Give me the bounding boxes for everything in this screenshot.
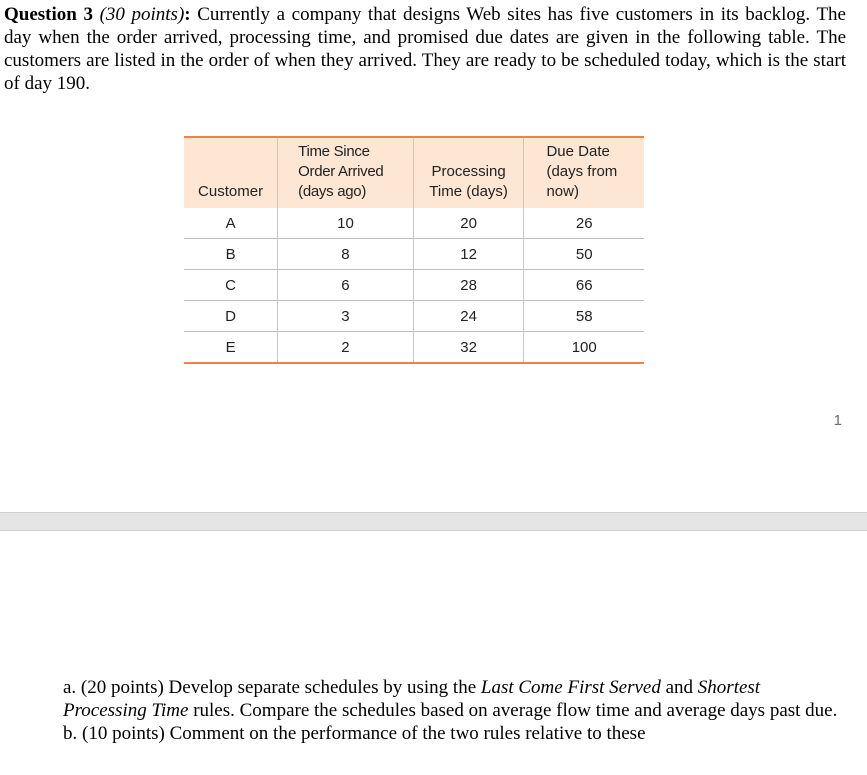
- table-row: [184, 239, 644, 270]
- page-break-separator: [0, 512, 867, 531]
- header-time-since-line3: (days ago): [298, 183, 367, 200]
- cell-processing: 12: [413, 239, 524, 270]
- backlog-table: [184, 136, 644, 364]
- header-customer: Customer: [184, 137, 278, 208]
- cell-time-since: 8: [278, 239, 414, 270]
- question-paragraph: [4, 3, 846, 95]
- table-row: [184, 208, 644, 239]
- header-time-since-line2: Order Arrived: [298, 163, 384, 180]
- question-colon: :: [184, 4, 191, 25]
- header-due-date: [524, 137, 644, 208]
- table-header-row: [184, 137, 644, 208]
- part-b: b. (10 points) Comment on the performance of the two rules relative to these: [63, 723, 646, 744]
- rule-spt-line2: Processing Time: [63, 700, 189, 721]
- cell-time-since: 10: [278, 208, 414, 239]
- question-label: Question 3: [4, 4, 93, 25]
- cell-customer: D: [184, 301, 278, 332]
- header-time-since-line1: Time Since: [298, 143, 370, 160]
- header-processing: [413, 137, 524, 208]
- header-due-line2: (days from: [546, 163, 618, 180]
- question-text: Currently a company that designs Web sites has five customers in its backlog. The day when the order arrived, processing time, and promised due dates are given in the following table. The customers are listed in the order of when they arrived. They are ready to be scheduled today, which is the start of day 190.: [4, 4, 846, 94]
- cell-time-since: 3: [278, 301, 414, 332]
- question-points: (30 points): [99, 4, 185, 25]
- cell-processing: 28: [413, 270, 524, 301]
- cell-processing: 24: [413, 301, 524, 332]
- document-page-next: [0, 531, 867, 775]
- cell-due: 66: [524, 270, 644, 301]
- header-due-line3: now): [546, 183, 579, 200]
- cell-customer: C: [184, 270, 278, 301]
- cell-customer: B: [184, 239, 278, 270]
- part-a: a. (20 points) Develop separate schedules by using the Last Come First Served and Shortest Processing Time rules. Compare the schedules based on average flow time and average days past due.: [63, 677, 838, 721]
- table-row: [184, 301, 644, 332]
- question-parts: [63, 676, 853, 745]
- cell-customer: E: [184, 332, 278, 364]
- header-processing-line1: Processing: [431, 163, 506, 180]
- cell-processing: 32: [413, 332, 524, 364]
- header-processing-line2: Time (days): [429, 183, 508, 200]
- cell-customer: A: [225, 214, 236, 232]
- cell-time-since: 6: [278, 270, 414, 301]
- cell-time-since: 2: [278, 332, 414, 364]
- rule-lcfs: Last Come First Served: [480, 677, 661, 698]
- page-number: 1: [833, 412, 842, 429]
- cell-due: 50: [524, 239, 644, 270]
- cell-due: 100: [524, 332, 644, 364]
- cell-due: 26: [524, 208, 644, 239]
- header-time-since: [278, 137, 414, 208]
- table-row: [184, 270, 644, 301]
- table-row: [184, 332, 644, 364]
- rule-spt-line1: Shortest: [697, 677, 761, 698]
- cell-due: 58: [524, 301, 644, 332]
- header-due-line1: Due Date: [546, 143, 610, 160]
- cell-processing: 20: [413, 208, 524, 239]
